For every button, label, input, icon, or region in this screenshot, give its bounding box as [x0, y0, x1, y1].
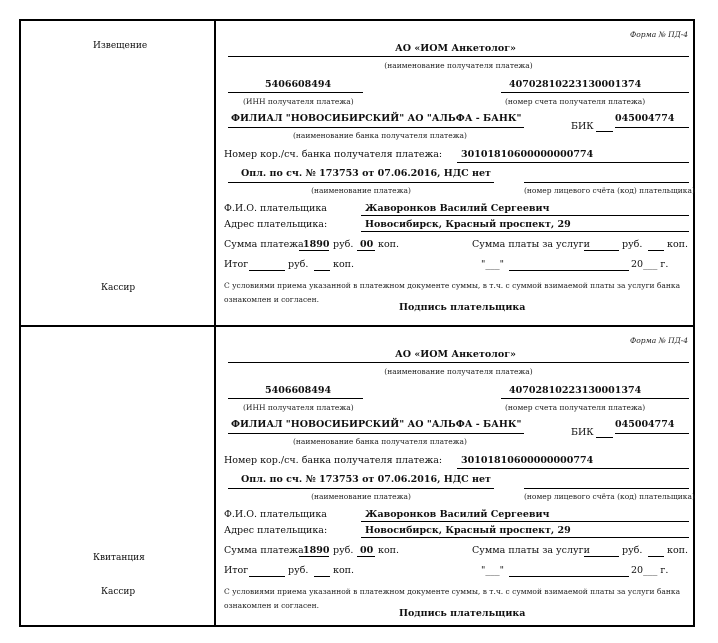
cashier-label-top: Кассир [101, 283, 136, 293]
payment-caption: (наименование платежа) [311, 492, 411, 501]
service-rub: руб. [622, 545, 643, 556]
corr-value: 30101810600000000774 [461, 455, 594, 466]
date-quote: "___" [481, 565, 504, 576]
corr-value: 30101810600000000774 [461, 149, 594, 160]
address-label: Адрес плательщика: [224, 525, 328, 536]
recipient-caption: (наименование получателя платежа) [384, 61, 533, 70]
sum-label: Сумма платежа [224, 239, 304, 250]
service-label: Сумма платы за услуги [472, 239, 590, 250]
account-caption: (номер счета получателя платежа) [505, 403, 646, 412]
fio-label: Ф.И.О. плательщика [224, 509, 327, 520]
fio-value: Жаворонков Василий Сергеевич [365, 509, 550, 520]
fio-value: Жаворонков Василий Сергеевич [365, 203, 550, 214]
total-label: Итог [224, 565, 249, 576]
date-year: 20___ г. [631, 565, 669, 576]
account-no-caption: (номер лицевого счёта (код) плательщика) [524, 186, 695, 195]
sum-rub: 1890 [303, 239, 330, 250]
bank-caption: (наименование банка получателя платежа) [293, 437, 467, 446]
date-year: 20___ г. [631, 259, 669, 270]
sum-rub: 1890 [303, 545, 330, 556]
address-label: Адрес плательщика: [224, 219, 328, 230]
date-quote: "___" [481, 259, 504, 270]
inn-caption: (ИНН получателя платежа) [243, 403, 354, 412]
fio-label: Ф.И.О. плательщика [224, 203, 327, 214]
bik-value: 045004774 [615, 419, 675, 430]
recipient-name: АО «ИОМ Анкетолог» [395, 43, 516, 54]
corr-label: Номер кор./сч. банка получателя платежа: [224, 455, 443, 466]
payment-caption: (наименование платежа) [311, 186, 411, 195]
form-number: Форма № ПД-4 [630, 30, 689, 39]
account-no-caption: (номер лицевого счёта (код) плательщика) [524, 492, 695, 501]
bik-value: 045004774 [615, 113, 675, 124]
address-value: Новосибирск, Красный проспект, 29 [365, 219, 571, 230]
payment-name: Опл. по сч. № 173753 от 07.06.2016, НДС нет [241, 474, 491, 485]
sum-label: Сумма платежа [224, 545, 304, 556]
bik-label: БИК [571, 427, 594, 438]
account-value: 40702810223130001374 [509, 79, 642, 90]
kop-label: коп. [378, 239, 400, 250]
payment-name: Опл. по сч. № 173753 от 07.06.2016, НДС нет [241, 168, 491, 179]
notice-section [21, 21, 697, 325]
inn-caption: (ИНН получателя платежа) [243, 97, 354, 106]
cashier-label-bottom: Кассир [101, 587, 136, 597]
service-label: Сумма платы за услуги [472, 545, 590, 556]
terms-text-2: ознакомлен и согласен. [224, 601, 319, 610]
receipt-section [21, 327, 697, 627]
sum-kop: 00 [360, 545, 374, 556]
bik-label: БИК [571, 121, 594, 132]
sum-kop: 00 [360, 239, 374, 250]
receipt-label: Квитанция [93, 553, 145, 563]
bank-caption: (наименование банка получателя платежа) [293, 131, 467, 140]
rub-label: руб. [333, 545, 354, 556]
notice-label: Извещение [93, 41, 148, 51]
total-kop: коп. [333, 565, 355, 576]
total-rub: руб. [288, 259, 309, 270]
rub-label: руб. [333, 239, 354, 250]
terms-text: С условиями приема указанной в платежном документе суммы, в т.ч. с суммой взимаемой платы за услуги банка [224, 587, 681, 596]
inn-value: 5406608494 [265, 385, 332, 396]
kop-label: коп. [378, 545, 400, 556]
service-rub: руб. [622, 239, 643, 250]
payment-form-frame [19, 19, 695, 627]
terms-text-2: ознакомлен и согласен. [224, 295, 319, 304]
bank-name: ФИЛИАЛ "НОВОСИБИРСКИЙ" АО "АЛЬФА - БАНК" [231, 419, 522, 430]
form-number: Форма № ПД-4 [630, 336, 689, 345]
corr-label: Номер кор./сч. банка получателя платежа: [224, 149, 443, 160]
recipient-caption: (наименование получателя платежа) [384, 367, 533, 376]
recipient-name: АО «ИОМ Анкетолог» [395, 349, 516, 360]
bank-name: ФИЛИАЛ "НОВОСИБИРСКИЙ" АО "АЛЬФА - БАНК" [231, 113, 522, 124]
total-kop: коп. [333, 259, 355, 270]
service-kop: коп. [667, 545, 689, 556]
signature-label: Подпись плательщика [399, 608, 526, 619]
address-value: Новосибирск, Красный проспект, 29 [365, 525, 571, 536]
total-rub: руб. [288, 565, 309, 576]
total-label: Итог [224, 259, 249, 270]
account-caption: (номер счета получателя платежа) [505, 97, 646, 106]
service-kop: коп. [667, 239, 689, 250]
account-value: 40702810223130001374 [509, 385, 642, 396]
signature-label: Подпись плательщика [399, 302, 526, 313]
inn-value: 5406608494 [265, 79, 332, 90]
terms-text: С условиями приема указанной в платежном документе суммы, в т.ч. с суммой взимаемой платы за услуги банка [224, 281, 681, 290]
